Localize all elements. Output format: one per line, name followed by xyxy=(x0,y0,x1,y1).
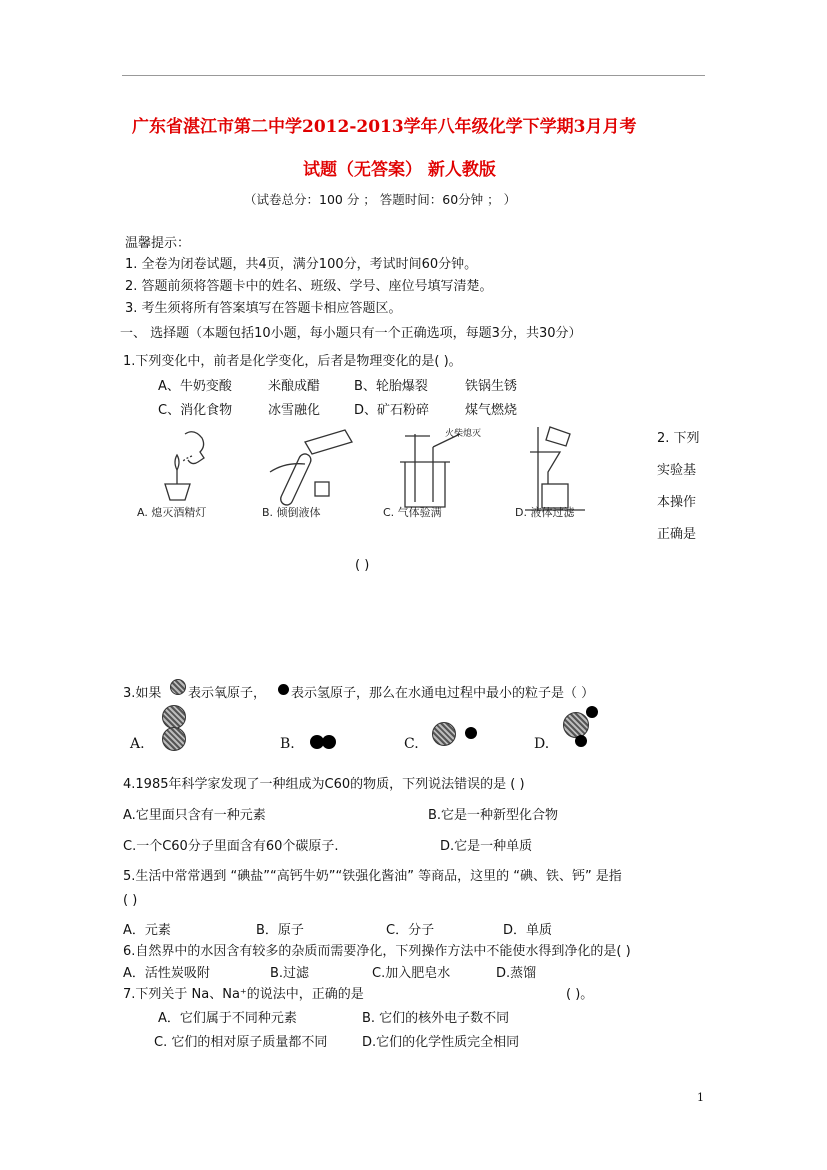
q7-option-a: A．它们属于不同种元素 xyxy=(158,1011,297,1026)
q3-option-letter: C. xyxy=(404,736,419,752)
section-heading: 一、 选择题（本题包括10小题，每小题只有一个正确选项，每题3分，共30分） xyxy=(120,326,582,341)
alcohol-lamp-figure xyxy=(165,432,204,500)
q2-side-text: 实验基 xyxy=(657,463,697,478)
q2-caption-b: B. 倾倒液体 xyxy=(262,506,321,519)
oxygen-atom-icon xyxy=(162,727,186,751)
hydrogen-atom-icon xyxy=(586,706,598,718)
oxygen-atom-icon xyxy=(563,712,589,738)
q6-option: B.过滤 xyxy=(270,966,310,981)
q4-option-b: B.它是一种新型化合物 xyxy=(428,808,559,823)
pouring-liquid-figure xyxy=(270,430,352,507)
hydrogen-atom-icon xyxy=(278,684,289,695)
note-item: 2. 答题前须将答题卡中的姓名、班级、学号、座位号填写清楚。 xyxy=(125,279,493,294)
oxygen-atom-icon xyxy=(432,722,456,746)
q1-option: D、矿石粉碎 xyxy=(354,403,430,418)
q2-bracket: ( ) xyxy=(355,558,370,573)
q4-option-c: C.一个C60分子里面含有60个碳原子. xyxy=(123,839,339,854)
hydrogen-atom-icon xyxy=(575,735,587,747)
q3-option-letter: A. xyxy=(130,736,145,752)
page-number: 1 xyxy=(697,1091,704,1104)
q1-option: 冰雪融化 xyxy=(268,403,321,418)
q5-option: D．单质 xyxy=(503,923,553,938)
q1-option: C、消化食物 xyxy=(158,403,233,418)
q3-stem-c: 表示氢原子，那么在水通电过程中最小的粒子是（ ） xyxy=(291,686,595,701)
q2-side-text: 本操作 xyxy=(657,495,697,510)
q2-caption-a: A. 熄灭酒精灯 xyxy=(137,506,207,519)
q6-option: D.蒸馏 xyxy=(496,966,537,981)
q3-option-letter: B. xyxy=(280,736,295,752)
q7-stem: 7.下列关于 Na、Na⁺的说法中，正确的是 xyxy=(123,987,364,1002)
q2-caption-d: D. 液体过滤 xyxy=(515,506,575,519)
filtration-figure xyxy=(525,427,585,510)
gas-test-figure xyxy=(400,434,460,507)
q5-option: B．原子 xyxy=(256,923,304,938)
q7-bracket: ( )。 xyxy=(566,987,594,1002)
q1-option: 铁锅生锈 xyxy=(465,379,518,394)
match-label: 火柴熄灭 xyxy=(445,429,482,439)
q3-stem-b: 表示氧原子， xyxy=(188,686,267,701)
q1-stem: 1.下列变化中，前者是化学变化，后者是物理变化的是( )。 xyxy=(123,354,462,369)
note-item: 3. 考生须将所有答案填写在答题卡相应答题区。 xyxy=(125,301,402,316)
oxygen-atom-icon xyxy=(162,705,186,729)
q3-option-letter: D. xyxy=(534,736,550,752)
q1-option: 煤气燃烧 xyxy=(465,403,518,418)
q2-side-text: 2. 下列 xyxy=(657,431,700,446)
q6-option: A．活性炭吸附 xyxy=(123,966,210,981)
q4-stem: 4.1985年科学家发现了一种组成为C60的物质，下列说法错误的是 ( ) xyxy=(123,777,525,792)
hydrogen-atom-icon xyxy=(322,735,336,749)
q5-option: A．元素 xyxy=(123,923,171,938)
hydrogen-atom-icon xyxy=(465,727,477,739)
q2-caption-c: C. 气体验满 xyxy=(383,506,442,519)
q7-option-d: D.它们的化学性质完全相同 xyxy=(362,1035,520,1050)
oxygen-atom-icon xyxy=(170,679,186,695)
title-line-2: 试题（无答案） 新人教版 xyxy=(303,160,496,180)
q7-option-c: C. 它们的相对原子质量都不同 xyxy=(154,1035,328,1050)
q1-option: A、牛奶变酸 xyxy=(158,379,232,394)
q6-stem: 6.自然界中的水因含有较多的杂质而需要净化，下列操作方法中不能使水得到净化的是( ) xyxy=(123,944,631,959)
q2-side-text: 正确是 xyxy=(657,527,697,542)
note-item: 1. 全卷为闭卷试题，共4页，满分100分，考试时间60分钟。 xyxy=(125,257,478,272)
q7-option-b: B. 它们的核外电子数不同 xyxy=(362,1011,510,1026)
q5-bracket: ( ) xyxy=(123,893,138,908)
q5-stem: 5.生活中常常遇到 “碘盐”“高钙牛奶”“铁强化酱油” 等商品，这里的 “碘、铁、钙” 是指 xyxy=(123,869,622,884)
q1-option: 米酿成醋 xyxy=(268,379,321,394)
q1-option: B、轮胎爆裂 xyxy=(354,379,428,394)
q5-option: C．分子 xyxy=(386,923,435,938)
notes-heading: 温馨提示： xyxy=(125,236,191,251)
q4-option-a: A.它里面只含有一种元素 xyxy=(123,808,266,823)
q4-option-d: D.它是一种单质 xyxy=(440,839,533,854)
title-line-1: 广东省湛江市第二中学2012-2013学年八年级化学下学期3月月考 xyxy=(132,117,637,137)
q3-stem-a: 3.如果 xyxy=(123,686,162,701)
exam-info: （试卷总分：100 分 ； 答题时间：60分钟 ； ） xyxy=(244,192,517,207)
q6-option: C.加入肥皂水 xyxy=(372,966,451,981)
header-rule xyxy=(122,75,705,76)
